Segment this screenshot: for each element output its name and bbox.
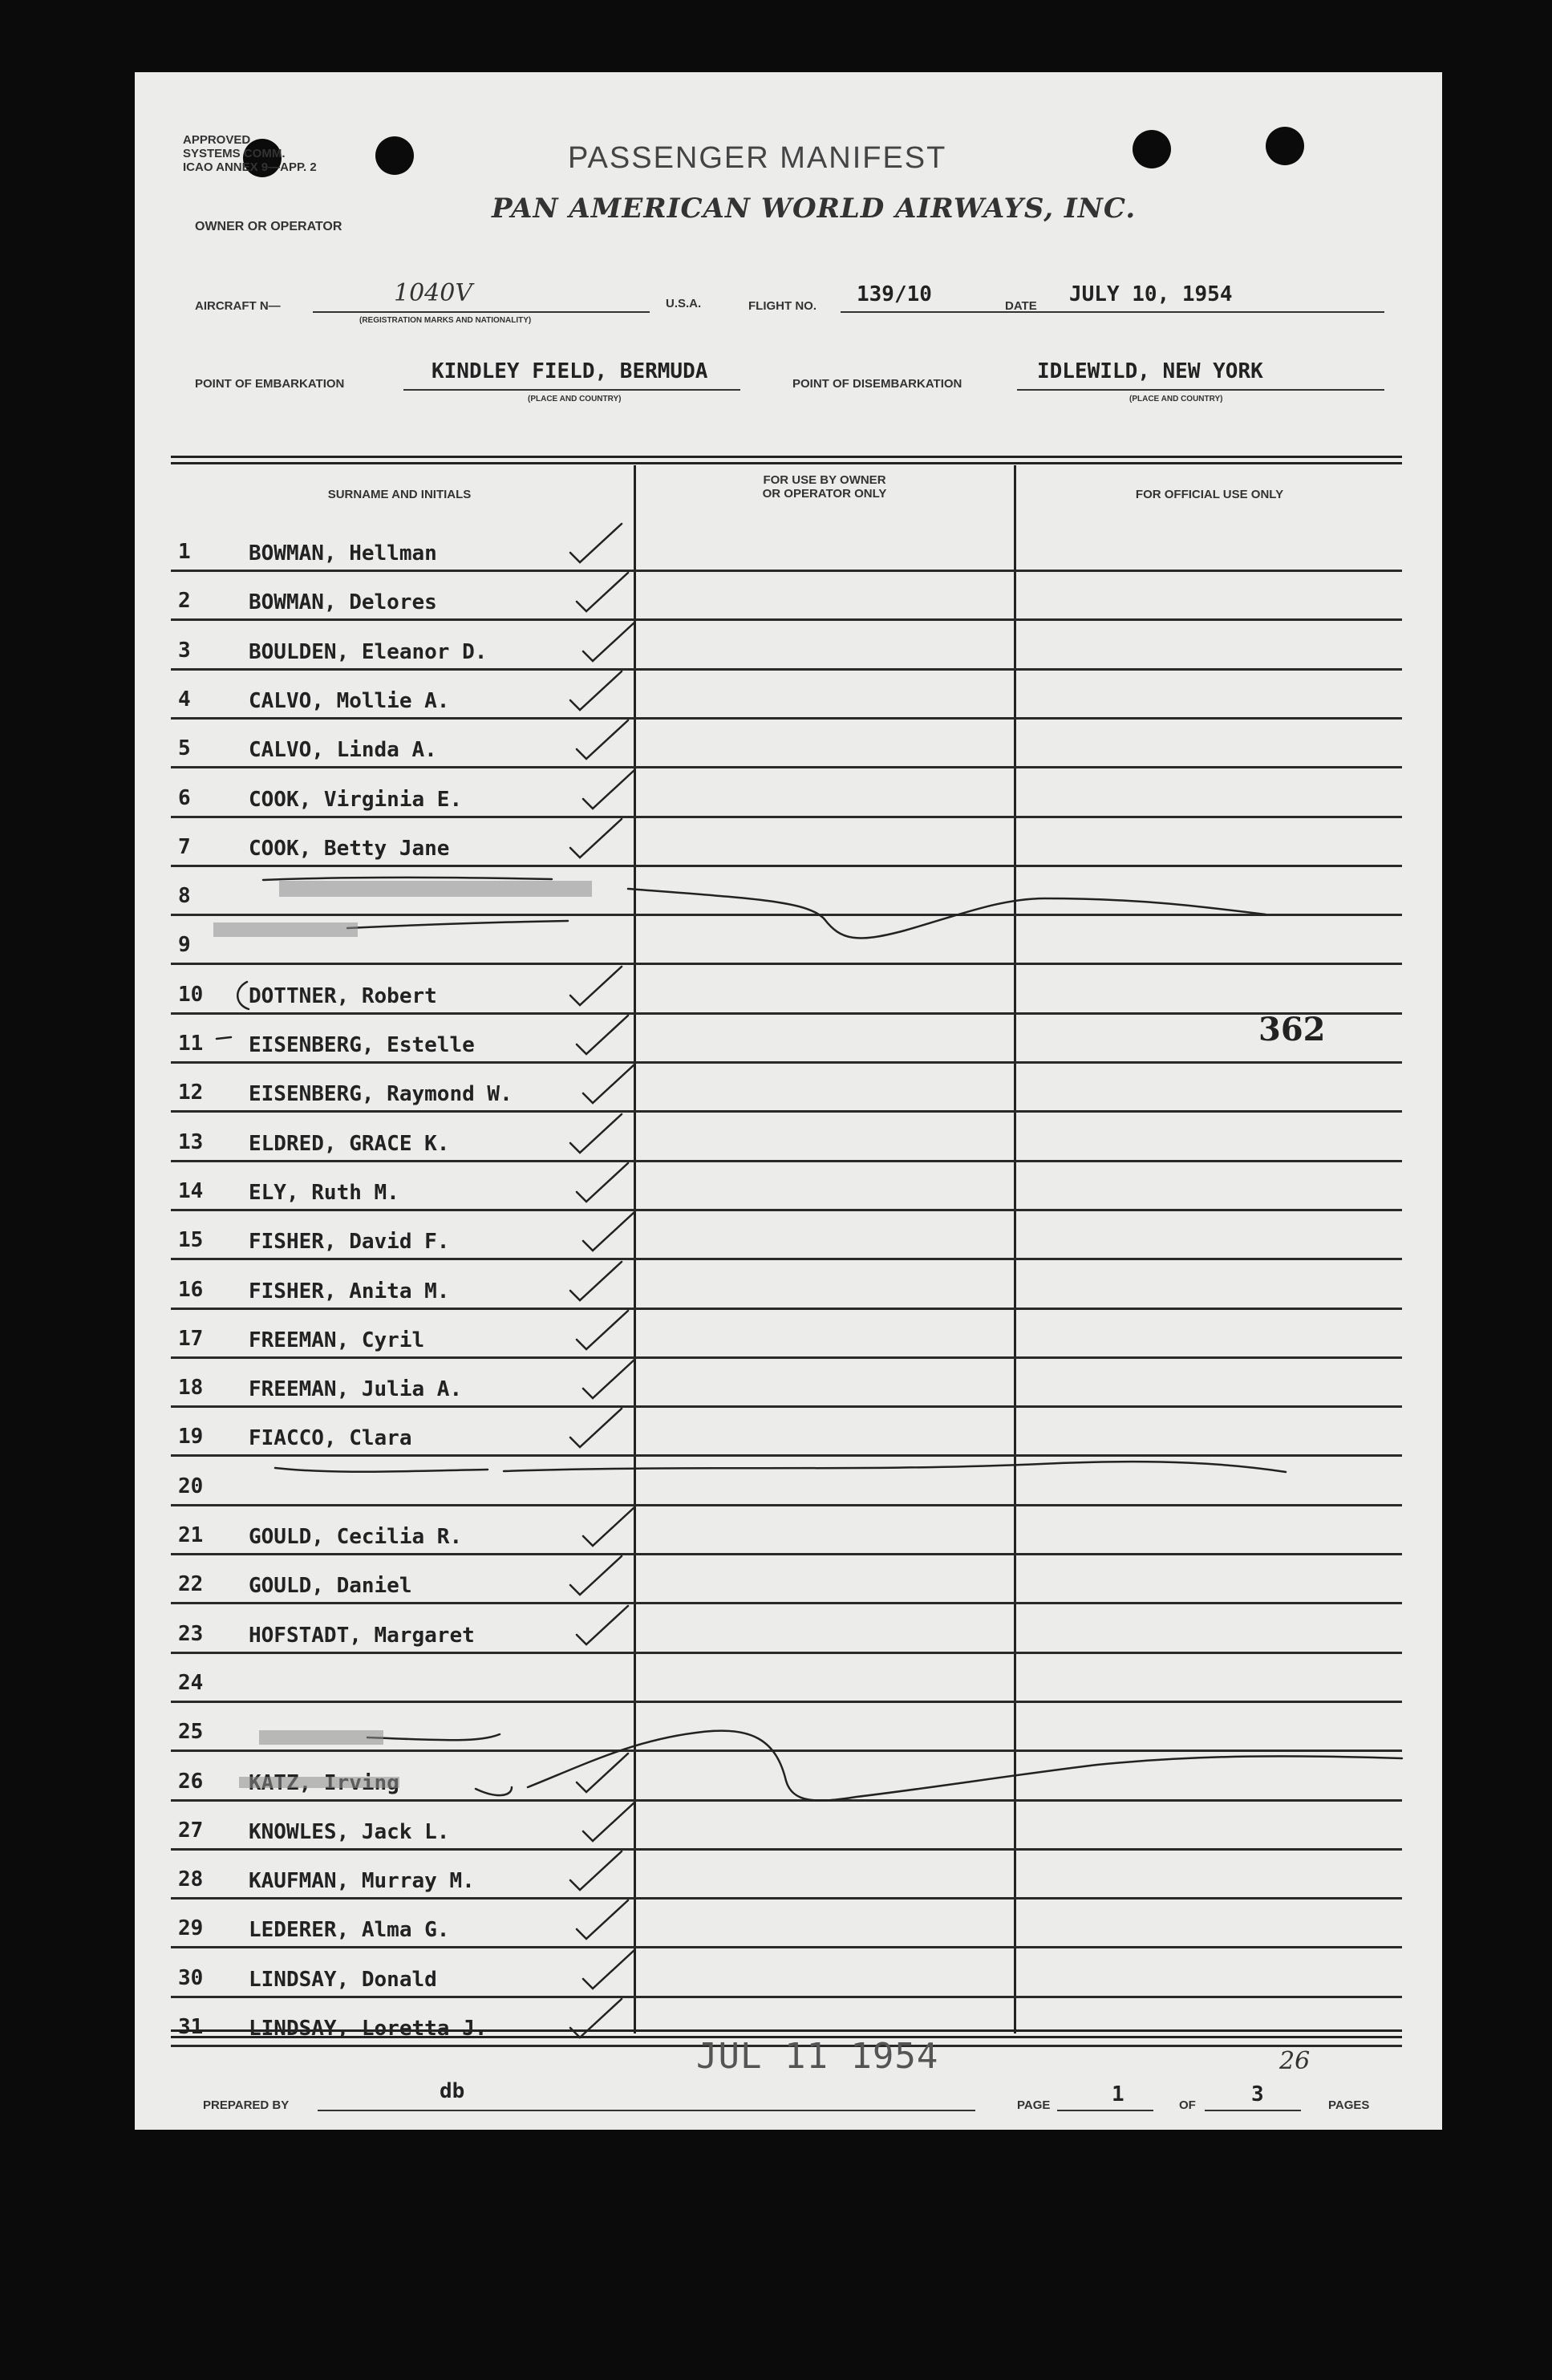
row-number: 3 — [178, 639, 191, 663]
margin-note: 26 — [1279, 2047, 1311, 2075]
prepared-by-value: db — [440, 2079, 465, 2103]
row-number: 25 — [178, 1720, 204, 1744]
check-mark — [583, 770, 634, 809]
check-mark — [570, 1262, 622, 1300]
flight-label: FLIGHT NO. — [748, 299, 817, 313]
passenger-name: KNOWLES, Jack L. — [249, 1820, 450, 1844]
check-mark — [570, 1556, 622, 1595]
cross-out-stroke — [528, 1731, 1402, 1801]
disembarkation-sublabel: (PLACE AND COUNTRY) — [1129, 395, 1223, 403]
check-mark — [570, 1114, 622, 1153]
passenger-name: CALVO, Linda A. — [249, 738, 437, 762]
date-value: JULY 10, 1954 — [1069, 282, 1233, 306]
row-number: 31 — [178, 2015, 204, 2039]
passenger-name: ELDRED, GRACE K. — [249, 1132, 450, 1156]
redaction-smudge — [213, 922, 358, 937]
date-label: DATE — [1005, 299, 1037, 313]
owner-label: OWNER OR OPERATOR — [195, 220, 342, 233]
row-number: 8 — [178, 884, 191, 908]
embarkation-label: POINT OF EMBARKATION — [195, 377, 345, 391]
check-mark — [577, 1754, 628, 1792]
redaction-smudge — [279, 881, 592, 897]
check-mark — [570, 967, 622, 1005]
row-number: 11 — [178, 1032, 204, 1056]
passenger-name: GOULD, Cecilia R. — [249, 1525, 463, 1549]
manifest-sheet — [135, 72, 1442, 2130]
carrier-name: PAN AMERICAN WORLD AIRWAYS, INC. — [492, 193, 1137, 225]
redaction-smudge — [259, 1730, 383, 1745]
passenger-name: FREEMAN, Julia A. — [249, 1377, 463, 1401]
passenger-name: COOK, Betty Jane — [249, 837, 450, 861]
check-mark — [583, 1360, 634, 1398]
row-number: 10 — [178, 983, 204, 1007]
row-number: 14 — [178, 1179, 204, 1203]
handwriting-overlay — [135, 72, 1442, 2130]
page-value: 1 — [1112, 2082, 1124, 2106]
passenger-name: CALVO, Mollie A. — [249, 689, 450, 713]
passenger-name: LEDERER, Alma G. — [249, 1918, 450, 1942]
row-number: 2 — [178, 589, 191, 613]
row-number: 21 — [178, 1523, 204, 1547]
passenger-name: HOFSTADT, Margaret — [249, 1624, 475, 1648]
owner-use-column-header: FOR USE BY OWNER OR OPERATOR ONLY — [762, 473, 887, 501]
row-number: 23 — [178, 1622, 204, 1646]
check-mark — [583, 1212, 634, 1251]
pages-label: PAGES — [1328, 2098, 1370, 2112]
row-number: 7 — [178, 835, 191, 859]
aircraft-sublabel: (REGISTRATION MARKS AND NATIONALITY) — [359, 316, 532, 325]
check-mark — [577, 1900, 628, 1939]
cross-out-stroke — [628, 889, 1266, 938]
row-number: 19 — [178, 1425, 204, 1449]
bracket-mark — [237, 982, 249, 1009]
row-number: 17 — [178, 1327, 204, 1351]
row-number: 5 — [178, 736, 191, 760]
row-number: 12 — [178, 1081, 204, 1105]
page-title: PASSENGER MANIFEST — [568, 141, 947, 175]
official-use-column-header: FOR OFFICIAL USE ONLY — [1135, 488, 1284, 501]
passenger-name: BOULDEN, Eleanor D. — [249, 640, 488, 664]
cross-out-stroke — [367, 1734, 500, 1740]
row-number: 15 — [178, 1228, 204, 1252]
row-number: 16 — [178, 1278, 204, 1302]
of-value: 3 — [1251, 2082, 1264, 2106]
row-number: 4 — [178, 687, 191, 712]
passenger-name: LINDSAY, Donald — [249, 1968, 437, 1992]
redaction-smudge — [239, 1777, 399, 1788]
passenger-name: GOULD, Daniel — [249, 1574, 412, 1598]
disembarkation-value: IDLEWILD, NEW YORK — [1037, 359, 1263, 383]
official-note: 362 — [1258, 1011, 1326, 1048]
aircraft-value: 1040V — [394, 279, 473, 307]
passenger-name: FISHER, Anita M. — [249, 1279, 450, 1304]
check-mark — [583, 1507, 634, 1546]
check-mark — [570, 1999, 622, 2037]
cross-out-stroke — [476, 1787, 512, 1795]
row-number: 30 — [178, 1966, 204, 1990]
date-stamp: JUL 11 1954 — [696, 2036, 939, 2077]
check-mark — [570, 671, 622, 710]
cross-out-stroke — [504, 1462, 1286, 1472]
row-number: 24 — [178, 1671, 204, 1695]
check-mark — [577, 573, 628, 611]
row-number: 27 — [178, 1818, 204, 1843]
row-number: 1 — [178, 540, 191, 564]
passenger-name: DOTTNER, Robert — [249, 984, 437, 1008]
usa-label: U.S.A. — [666, 297, 702, 310]
check-mark — [583, 622, 634, 661]
page-label: PAGE — [1017, 2098, 1051, 2112]
row-number: 28 — [178, 1867, 204, 1891]
row-number: 13 — [178, 1130, 204, 1154]
check-mark — [570, 1851, 622, 1890]
disembarkation-label: POINT OF DISEMBARKATION — [792, 377, 962, 391]
cross-out-stroke — [275, 1468, 488, 1472]
passenger-name: BOWMAN, Hellman — [249, 541, 437, 566]
passenger-name: EISENBERG, Raymond W. — [249, 1082, 513, 1106]
passenger-name: KAUFMAN, Murray M. — [249, 1869, 475, 1893]
check-mark — [577, 1311, 628, 1349]
check-mark — [570, 524, 622, 562]
check-mark — [577, 720, 628, 759]
passenger-name: BOWMAN, Delores — [249, 590, 437, 614]
prepared-by-label: PREPARED BY — [203, 2098, 290, 2112]
passenger-name: FIACCO, Clara — [249, 1426, 412, 1450]
row-number: 22 — [178, 1572, 204, 1596]
check-mark — [570, 819, 622, 858]
check-mark — [577, 1016, 628, 1054]
passenger-name: FREEMAN, Cyril — [249, 1328, 425, 1352]
cross-out-stroke — [263, 878, 552, 880]
check-mark — [583, 1064, 634, 1103]
passenger-name: COOK, Virginia E. — [249, 788, 463, 812]
passenger-name: EISENBERG, Estelle — [249, 1033, 475, 1057]
of-label: OF — [1179, 2098, 1196, 2112]
row-number: 20 — [178, 1474, 204, 1498]
passenger-name: LINDSAY, Loretta J. — [249, 2017, 488, 2041]
check-mark — [577, 1163, 628, 1202]
row-number: 6 — [178, 786, 191, 810]
row-number: 26 — [178, 1770, 204, 1794]
check-mark — [583, 1950, 634, 1989]
row-number: 9 — [178, 933, 191, 957]
passenger-name: FISHER, David F. — [249, 1230, 450, 1254]
embarkation-value: KINDLEY FIELD, BERMUDA — [432, 359, 708, 383]
row-number: 18 — [178, 1376, 204, 1400]
passenger-name: ELY, Ruth M. — [249, 1181, 399, 1205]
aircraft-label: AIRCRAFT N— — [195, 299, 281, 313]
flight-value: 139/10 — [857, 282, 932, 306]
check-mark — [583, 1802, 634, 1841]
check-mark — [570, 1409, 622, 1447]
bracket-mark — [217, 1037, 231, 1039]
cross-out-stroke — [347, 921, 568, 928]
surname-column-header: SURNAME AND INITIALS — [327, 488, 472, 501]
check-mark — [577, 1606, 628, 1644]
embarkation-sublabel: (PLACE AND COUNTRY) — [528, 395, 622, 403]
approval-note: APPROVED SYSTEMS COMM. ICAO ANNEX 9—APP. 2 — [183, 133, 317, 174]
row-number: 29 — [178, 1916, 204, 1940]
